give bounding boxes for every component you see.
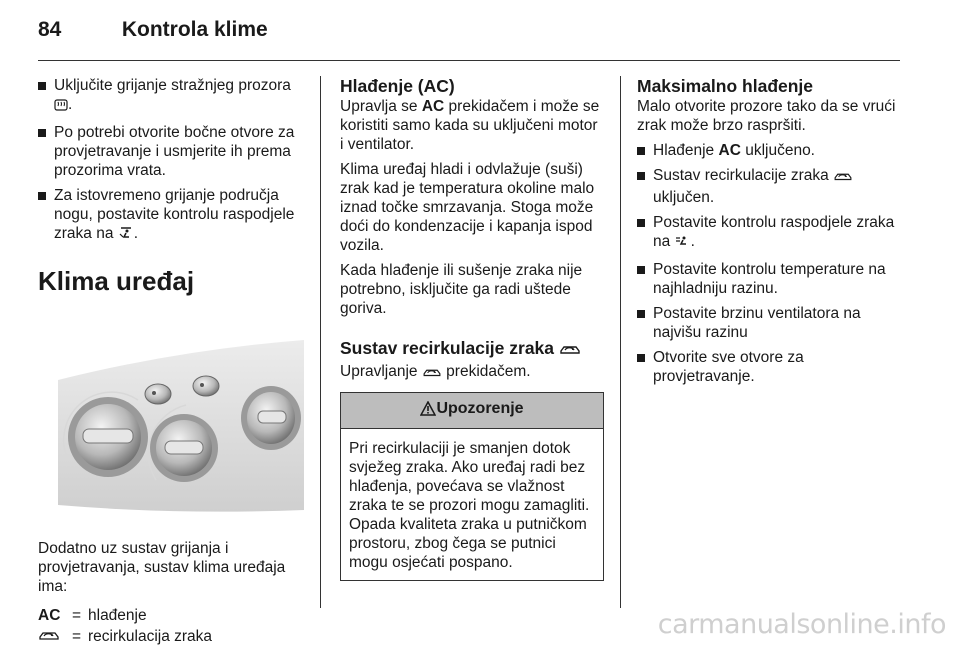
column-divider: [320, 76, 321, 608]
paragraph: Klima uređaj hladi i odvlažuje (suši) zrak kad je temperatura okoline malo iznad točke smrzavanja. Stoga može doći do kondenzacije i kapanja ispod vozila.: [340, 161, 595, 254]
list-item: Postavite kontrolu raspodjele zraka na .: [637, 213, 907, 254]
section-heading: Sustav recirkulacije zraka: [340, 338, 604, 362]
legend-key-ac: AC: [38, 607, 61, 624]
column-divider: [620, 76, 621, 608]
bullet-square: [38, 82, 46, 90]
column-left: [38, 76, 304, 648]
paragraph: Kada hlađenje ili sušenje zraka nije potrebno, isključite ga radi uštede goriva.: [340, 262, 583, 317]
bullet-square: [637, 147, 645, 155]
recirculation-icon: [559, 341, 581, 362]
column-right: [637, 76, 907, 392]
rear-window-heater-icon: [54, 98, 68, 117]
bullet-square: [637, 219, 645, 227]
paragraph: Upravlja se AC prekidačem i može se koristiti samo kada su uključeni motor i ventilator.: [340, 98, 600, 153]
footwell-windscreen-icon: [118, 225, 134, 246]
bullet-square: [637, 310, 645, 318]
paragraph: Malo otvorite prozore tako da se vrući zrak može brzo raspršiti.: [637, 98, 896, 134]
list-item: Za istovremeno grijanje područja nogu, postavite kontrolu raspodjele zraka na .: [38, 186, 304, 246]
watermark: carmanualsonline.info: [657, 609, 946, 640]
page-header: [38, 18, 268, 42]
column-middle: [340, 76, 604, 581]
paragraph: Upravljanje prekidačem.: [340, 362, 604, 384]
list-item: Hlađenje AC uključeno.: [637, 141, 907, 160]
recirculation-icon: [833, 169, 853, 188]
section-heading: Klima uređaj: [38, 266, 195, 296]
section-heading: Hlađenje (AC): [340, 76, 455, 96]
warning-triangle-icon: [420, 401, 436, 421]
climate-control-panel-image: [38, 310, 304, 525]
list-item: Sustav recirkulacije zraka uključen.: [637, 166, 907, 207]
bullet-square: [637, 354, 645, 362]
header-rule: [38, 60, 900, 61]
bullet-square: [38, 192, 46, 200]
bullet-square: [38, 129, 46, 137]
warning-header: Upozorenje: [341, 393, 603, 429]
bullet-square: [637, 172, 645, 180]
list-item: Otvorite sve otvore za provjetravanje.: [637, 348, 907, 386]
face-vent-icon: [675, 233, 691, 254]
bullet-square: [637, 266, 645, 274]
list-item: Postavite brzinu ventilatora na najvišu razinu: [637, 304, 907, 342]
list-item: Postavite kontrolu temperature na najhladniju razinu.: [637, 260, 907, 298]
page-number: 84: [38, 18, 62, 41]
recirculation-icon: [38, 627, 72, 648]
warning-box: [340, 392, 604, 581]
list-item: Po potrebi otvorite bočne otvore za provjetravanje i usmjerite ih prema prozorima vrata.: [38, 123, 304, 180]
section-heading: Maksimalno hlađenje: [637, 76, 814, 96]
recirculation-icon: [422, 365, 442, 384]
list-item: Uključite grijanje stražnjeg prozora .: [38, 76, 304, 117]
legend-list: AC = hlađenje = recirkulacija zraka: [38, 606, 304, 648]
section-title: Kontrola klime: [121, 18, 268, 41]
paragraph: Dodatno uz sustav grijanja i provjetravanja, sustav klima uređaja ima:: [38, 540, 286, 595]
warning-text: Pri recirkulaciji je smanjen dotok svježeg zraka. Ako uređaj radi bez hlađenja, povećava se vlažnost zraka te se prozori mogu zamagliti. Opada kvaliteta zraka u putničkom prostoru, zbog čega se putnici mogu osjećati pospano.: [349, 440, 590, 571]
